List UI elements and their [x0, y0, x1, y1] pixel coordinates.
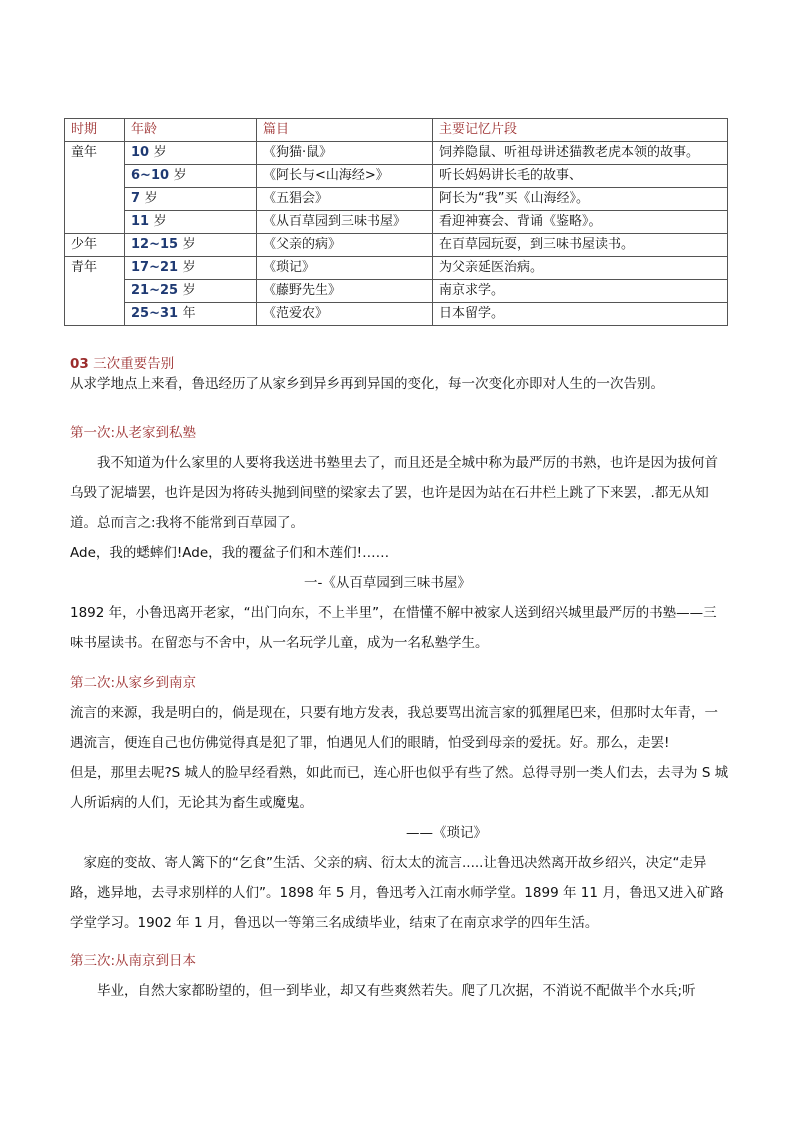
- third-farewell: [70, 946, 730, 1006]
- table-row: [65, 234, 728, 257]
- memory-cell: 饲养隐鼠、听祖母讲述猫教老虎本领的故事。: [433, 142, 728, 165]
- first-heading: 第一次:从老家到私塾: [70, 425, 197, 441]
- memory-cell: 日本留学。: [433, 303, 728, 326]
- age-unit: 岁: [173, 168, 187, 183]
- period-cell: 青年: [65, 257, 125, 326]
- table-row: [65, 280, 728, 303]
- header-period: 时期: [65, 119, 125, 142]
- age-value: 6~10: [131, 168, 170, 183]
- age-cell: [125, 142, 257, 165]
- table-row: [65, 188, 728, 211]
- title-cell: 《范爱农》: [257, 303, 433, 326]
- table-row: [65, 303, 728, 326]
- second-source: ——《琐记》: [406, 825, 487, 841]
- age-cell: [125, 303, 257, 326]
- period-cell: 童年: [65, 142, 125, 234]
- age-cell: [125, 188, 257, 211]
- first-farewell: [70, 418, 730, 658]
- title-cell: 《狗猫·鼠》: [257, 142, 433, 165]
- title-cell: 《琐记》: [257, 257, 433, 280]
- age-unit: 岁: [144, 191, 158, 206]
- period-cell: 少年: [65, 234, 125, 257]
- section-header: [70, 354, 730, 394]
- age-value: 11: [131, 214, 150, 229]
- third-quote: 毕业，自然大家都盼望的，但一到毕业，却又有些爽然若失。爬了几次据，不消说不配做半个水兵;听: [97, 983, 696, 999]
- age-cell: [125, 211, 257, 234]
- age-value: 7: [131, 191, 141, 206]
- second-quote-1: 流言的来源，我是明白的，倘是现在，只要有地方发表，我总要骂出流言家的狐狸尾巴来，但那时太年青，一遇流言，便连自己也仿佛觉得真是犯了罪，怕遇见人们的眼睛，怕受到母亲的爱抚。好。那么，走罢!: [70, 705, 718, 751]
- memory-cell: 听长妈妈讲长毛的故事、: [433, 165, 728, 188]
- title-cell: 《父亲的病》: [257, 234, 433, 257]
- table-row: [65, 211, 728, 234]
- memory-cell: 为父亲延医治病。: [433, 257, 728, 280]
- table-row: [65, 165, 728, 188]
- age-cell: [125, 257, 257, 280]
- first-source: 一-《从百草园到三味书屋》: [304, 575, 471, 591]
- title-cell: 《阿长与<山海经>》: [257, 165, 433, 188]
- age-unit: 年: [182, 306, 196, 321]
- table-row: [65, 142, 728, 165]
- title-cell: 《从百草园到三味书屋》: [257, 211, 433, 234]
- second-farewell: [70, 668, 730, 938]
- table-header-row: [65, 119, 728, 142]
- age-cell: [125, 165, 257, 188]
- header-age: 年龄: [125, 119, 257, 142]
- title-cell: 《藤野先生》: [257, 280, 433, 303]
- second-quote-2: 但是，那里去呢?S 城人的脸早经看熟，如此而已，连心肝也似乎有些了然。总得寻别一类人们去，去寻为 S 城人所诟病的人们，无论其为畜生或魔鬼。: [70, 765, 729, 811]
- header-title: 篇目: [257, 119, 433, 142]
- age-value: 21~25: [131, 283, 179, 298]
- second-heading: 第二次:从家乡到南京: [70, 675, 197, 691]
- age-value: 25~31: [131, 306, 179, 321]
- section-intro: 从求学地点上来看，鲁迅经历了从家乡到异乡再到异国的变化，每一次变化亦即对人生的一次告别。: [70, 376, 664, 392]
- age-unit: 岁: [153, 214, 167, 229]
- first-quote: 我不知道为什么家里的人要将我送进书塾里去了，而且还是全城中称为最严厉的书熟，也许是因为拔何首乌毁了泥墙罢，也许是因为将砖头抛到间壁的梁家去了罢，也许是因为站在石井栏上跳了下来罢，.都无从知道。总而言之:我将不能常到百草园了。: [70, 455, 718, 531]
- age-value: 10: [131, 145, 150, 160]
- third-heading: 第三次:从南京到日本: [70, 953, 197, 969]
- section-heading: [70, 354, 730, 374]
- first-summary: 1892 年，小鲁迅离开老家，“出门向东，不上半里”，在惜懂不解中被家人送到绍兴城里最严厉的书塾——三味书屋读书。在留恋与不舍中，从一名玩学儿童，成为一名私塾学生。: [70, 605, 717, 651]
- age-unit: 岁: [153, 145, 167, 160]
- age-unit: 岁: [182, 283, 196, 298]
- memory-cell: 阿长为“我”买《山海经》。: [433, 188, 728, 211]
- memory-cell: 看迎神赛会、背诵《鉴略》。: [433, 211, 728, 234]
- memory-cell: 在百草园玩耍，到三味书屋读书。: [433, 234, 728, 257]
- age-cell: [125, 234, 257, 257]
- first-ade: Ade，我的蟋蟀们!Ade，我的覆盆子们和木莲们!……: [70, 545, 390, 561]
- memory-table: [64, 118, 728, 326]
- age-unit: 岁: [182, 260, 196, 275]
- age-value: 17~21: [131, 260, 179, 275]
- second-summary: 家庭的变故、寄人篱下的“乞食”生活、父亲的病、衍太太的流言.....让鲁迅决然离开故乡绍兴，决定“走异路，逃异地，去寻求别样的人们”。1898 年 5 月，鲁迅考入江南水师学堂。1899 年 11 月，鲁迅又进入矿路学堂学习。1902 年 1 月，鲁迅以一等第三名成绩毕业，结束了在南京求学的四年生活。: [70, 855, 724, 931]
- header-memory: 主要记忆片段: [433, 119, 728, 142]
- memory-cell: 南京求学。: [433, 280, 728, 303]
- age-unit: 岁: [182, 237, 196, 252]
- age-cell: [125, 280, 257, 303]
- table-row: [65, 257, 728, 280]
- section-title: 三次重要告别: [93, 356, 175, 372]
- section-number: 03: [70, 356, 89, 372]
- age-value: 12~15: [131, 237, 179, 252]
- title-cell: 《五猖会》: [257, 188, 433, 211]
